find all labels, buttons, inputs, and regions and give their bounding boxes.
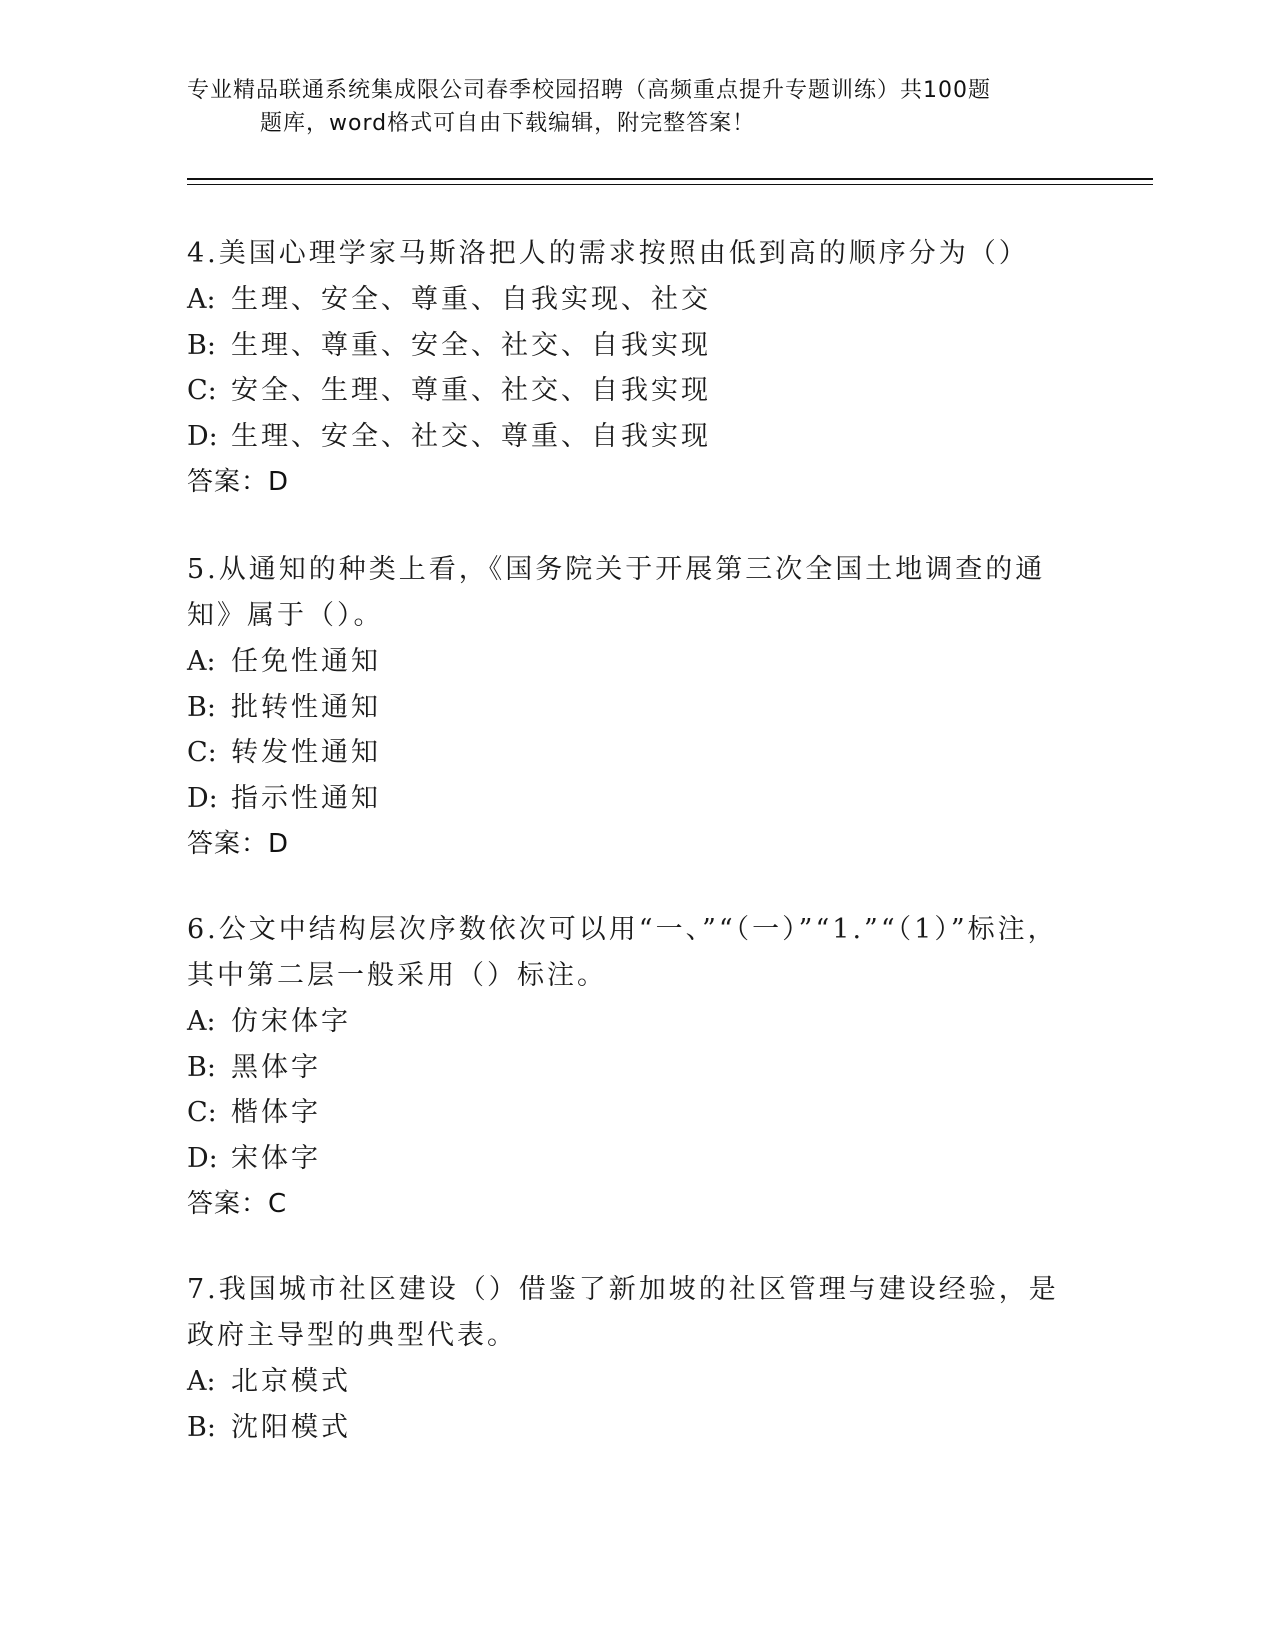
option-letter: D: [187,420,218,452]
option-d [187,1136,1067,1182]
option-letter: D: [187,782,218,814]
option-letter: B: [187,1411,216,1443]
option-b [187,1405,1067,1451]
question-block [187,907,1067,1227]
option-letter: C: [187,737,217,768]
option-b [187,323,1067,369]
option-a [187,639,1067,685]
option-letter: A: [187,1006,216,1037]
question-stem: 5.从通知的种类上看，《国务院关于开展第三次全国土地调查的通知》属于（）。 [187,554,1046,631]
option-a [187,999,1067,1045]
question-block [187,547,1067,867]
option-text: 生理、尊重、安全、社交、自我实现 [231,329,711,361]
answer-label: 答案：D [187,467,290,497]
header-title-line-2: 题库，word格式可自由下载编辑，附完整答案！ [260,111,756,136]
document-header [187,74,1067,140]
option-a [187,277,1067,323]
option-letter: A: [187,646,216,677]
option-text: 安全、生理、尊重、社交、自我实现 [231,375,711,406]
option-text: 宋体字 [231,1142,321,1174]
option-d [187,414,1067,460]
option-letter: A: [187,1366,216,1397]
option-letter: D: [187,1142,218,1174]
option-text: 任免性通知 [231,646,381,677]
option-b [187,1045,1067,1091]
header-title-line-1: 专业精品联通系统集成限公司春季校园招聘（高频重点提升专题训练）共100题 [187,78,991,103]
question-stem: 6.公文中结构层次序数依次可以用“一、”“（一）”“1.”“（1）”标注，其中第二层一般采用（）标注。 [187,914,1058,991]
answer-label: 答案：C [187,1189,288,1219]
header-divider-thick [187,178,1153,180]
option-letter: C: [187,375,217,406]
answer-label: 答案：D [187,829,290,859]
option-text: 转发性通知 [231,737,381,768]
option-letter: C: [187,1097,217,1128]
option-text: 批转性通知 [231,691,381,723]
option-letter: B: [187,329,216,361]
option-letter: B: [187,691,216,723]
option-text: 黑体字 [231,1051,321,1083]
option-text: 指示性通知 [231,782,381,814]
option-a [187,1359,1067,1405]
question-stem: 7.我国城市社区建设（）借鉴了新加坡的社区管理与建设经验，是政府主导型的典型代表。 [187,1274,1059,1351]
question-block [187,1267,1067,1450]
option-d [187,776,1067,822]
option-letter: A: [187,284,216,315]
option-c [187,368,1067,414]
option-c [187,730,1067,776]
header-divider-thin [187,184,1153,185]
option-c [187,1090,1067,1136]
option-text: 楷体字 [231,1097,321,1128]
option-b [187,685,1067,731]
option-text: 生理、安全、尊重、自我实现、社交 [231,284,711,315]
option-text: 沈阳模式 [231,1411,351,1443]
option-text: 仿宋体字 [231,1006,351,1037]
option-letter: B: [187,1051,216,1083]
question-block [187,231,1067,505]
option-text: 北京模式 [231,1366,351,1397]
option-text: 生理、安全、社交、尊重、自我实现 [231,420,711,452]
question-stem: 4.美国心理学家马斯洛把人的需求按照由低到高的顺序分为（） [187,238,1029,269]
